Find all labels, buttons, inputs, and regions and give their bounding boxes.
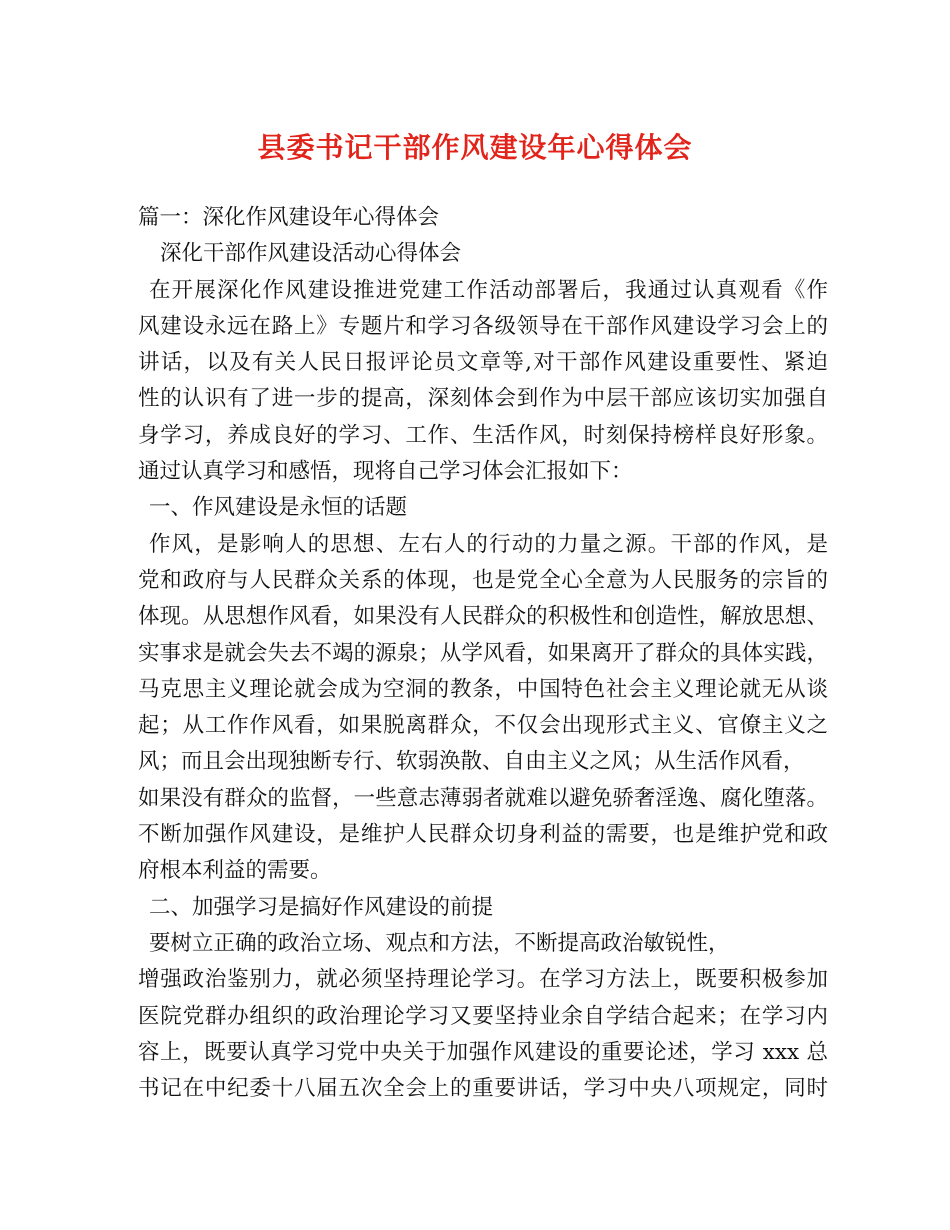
paragraph-line: 身学习，养成良好的学习、工作、生活作风，时刻保持榜样良好形象。 — [138, 422, 828, 448]
paragraph-line: 增强政治鉴别力，就必须坚持理论学习。在学习方法上，既要积极参加 — [138, 967, 828, 993]
section-heading-one: 一、作风建设是永恒的话题 — [149, 495, 408, 521]
subtitle: 深化干部作风建设活动心得体会 — [160, 241, 462, 267]
paragraph-line: 府根本利益的需要。 — [138, 858, 332, 884]
paragraph-line: 如果没有群众的监督，一些意志薄弱者就难以避免骄奢淫逸、腐化堕落。 — [138, 785, 828, 811]
section-heading-part-1: 篇一：深化作风建设年心得体会 — [138, 205, 440, 230]
document-body — [138, 200, 828, 1107]
paragraph-line: 风建设永远在路上》专题片和学习各级领导在干部作风建设学习会上的 — [138, 313, 828, 339]
paragraph-line: 作风，是影响人的思想、左右人的行动的力量之源。干部的作风，是 — [149, 531, 828, 557]
paragraph-line: 不断加强作风建设，是维护人民群众切身利益的需要，也是维护党和政 — [138, 822, 828, 848]
paragraph-line: 风；而且会出现独断专行、软弱涣散、自由主义之风；从生活作风看， — [138, 749, 805, 775]
paragraph-line: 通过认真学习和感悟，现将自己学习体会汇报如下： — [138, 459, 633, 485]
paragraph-line: 要树立正确的政治立场、观点和方法，不断提高政治敏锐性， — [149, 930, 730, 956]
document-title: 县委书记干部作风建设年心得体会 — [257, 131, 693, 164]
paragraph-line: 书记在中纪委十八届五次全会上的重要讲话，学习中央八项规定，同时 — [138, 1076, 828, 1102]
paragraph-line: 在开展深化作风建设推进党建工作活动部署后，我通过认真观看《作 — [149, 277, 828, 303]
paragraph-line: 容上，既要认真学习党中央关于加强作风建设的重要论述，学习 xxx 总 — [138, 1039, 828, 1065]
paragraph-line: 性的认识有了进一步的提高，深刻体会到作为中层干部应该切实加强自 — [138, 386, 828, 412]
paragraph-line: 实事求是就会失去不竭的源泉；从学风看，如果离开了群众的具体实践， — [138, 640, 828, 666]
paragraph-line: 体现。从思想作风看，如果没有人民群众的积极性和创造性，解放思想、 — [138, 604, 828, 630]
paragraph-line: 讲话，以及有关人民日报评论员文章等,对干部作风建设重要性、紧迫 — [138, 350, 828, 376]
paragraph-line: 党和政府与人民群众关系的体现，也是党全心全意为人民服务的宗旨的 — [138, 567, 828, 593]
paragraph-line: 起；从工作作风看，如果脱离群众，不仅会出现形式主义、官僚主义之 — [138, 713, 828, 739]
paragraph-line: 医院党群办组织的政治理论学习又要坚持业余自学结合起来；在学习内 — [138, 1003, 828, 1029]
section-heading-two: 二、加强学习是搞好作风建设的前提 — [149, 894, 494, 920]
paragraph-line: 马克思主义理论就会成为空洞的教条，中国特色社会主义理论就无从谈 — [138, 676, 828, 702]
